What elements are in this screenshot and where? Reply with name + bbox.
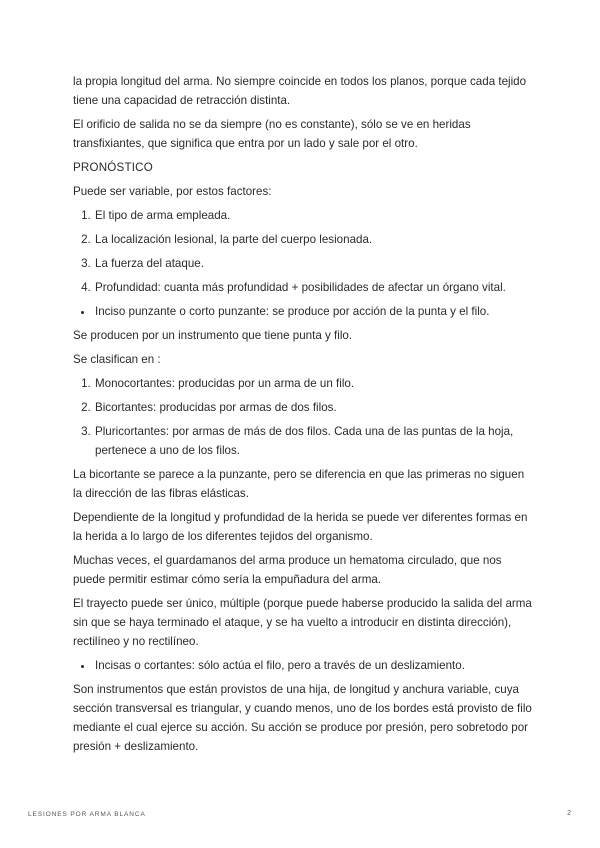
- paragraph: La bicortante se parece a la punzante, pero se diferencia en que las primeras no siguen la dirección de las fibras elásticas.: [73, 468, 525, 500]
- paragraph: El orificio de salida no se da siempre (no es constante), sólo se ve en heridas transfixiantes, que significa que entra por un lado y sale por el otro.: [73, 118, 471, 150]
- page-body: [73, 72, 533, 761]
- list-item: 1. El tipo de arma empleada.: [94, 206, 533, 225]
- section-heading: PRONÓSTICO: [73, 161, 153, 174]
- list-item: 4. Profundidad: cuanta más profundidad + posibilidades de afectar un órgano vital.: [94, 278, 533, 297]
- paragraph: Se clasifican en :: [73, 353, 161, 366]
- paragraph: Son instrumentos que están provistos de una hija, de longitud y anchura variable, cuya sección transversal es triangular, y cuando menos, uno de los bordes está provisto de filo mediante el cual ejerce su acción. Su acción se produce por presión, pero sobretodo por presión + deslizamiento.: [73, 683, 532, 753]
- list-item: 3. Pluricortantes: por armas de más de dos filos. Cada una de las puntas de la hoja, pertenece a uno de los filos.: [94, 422, 533, 460]
- bullet-list: [73, 302, 533, 321]
- footer-title: LESIONES POR ARMA BLANCA: [28, 811, 146, 818]
- paragraph: Dependiente de la longitud y profundidad de la herida se puede ver diferentes formas en la herida a lo largo de los diferentes tejidos del organismo.: [73, 511, 528, 543]
- list-item: 3. La fuerza del ataque.: [94, 254, 533, 273]
- list-item: 1. Monocortantes: producidas por un arma de un filo.: [94, 374, 533, 393]
- classes-list: [73, 374, 533, 460]
- paragraph: El trayecto puede ser único, múltiple (porque puede haberse producido la salida del arma sin que se haya terminado el ataque, y se ha vuelto a introducir en distinta dirección), rectilíneo y no rectilíneo.: [73, 597, 532, 648]
- list-item: 2. La localización lesional, la parte del cuerpo lesionada.: [94, 230, 533, 249]
- list-item: 2. Bicortantes: producidas por armas de dos filos.: [94, 398, 533, 417]
- paragraph: Se producen por un instrumento que tiene punta y filo.: [73, 329, 353, 342]
- bullet-item: • Inciso punzante o corto punzante: se produce por acción de la punta y el filo.: [94, 302, 533, 321]
- page-number: 2: [567, 810, 571, 817]
- paragraph: Puede ser variable, por estos factores:: [73, 185, 272, 198]
- factors-list: [73, 206, 533, 297]
- bullet-list: [73, 656, 533, 675]
- bullet-item: • Incisas o cortantes: sólo actúa el filo, pero a través de un deslizamiento.: [94, 656, 533, 675]
- paragraph: la propia longitud del arma. No siempre coincide en todos los planos, porque cada tejido tiene una capacidad de retracción distinta.: [73, 75, 527, 107]
- paragraph: Muchas veces, el guardamanos del arma produce un hematoma circulado, que nos puede permitir estimar cómo sería la empuñadura del arma.: [73, 554, 502, 586]
